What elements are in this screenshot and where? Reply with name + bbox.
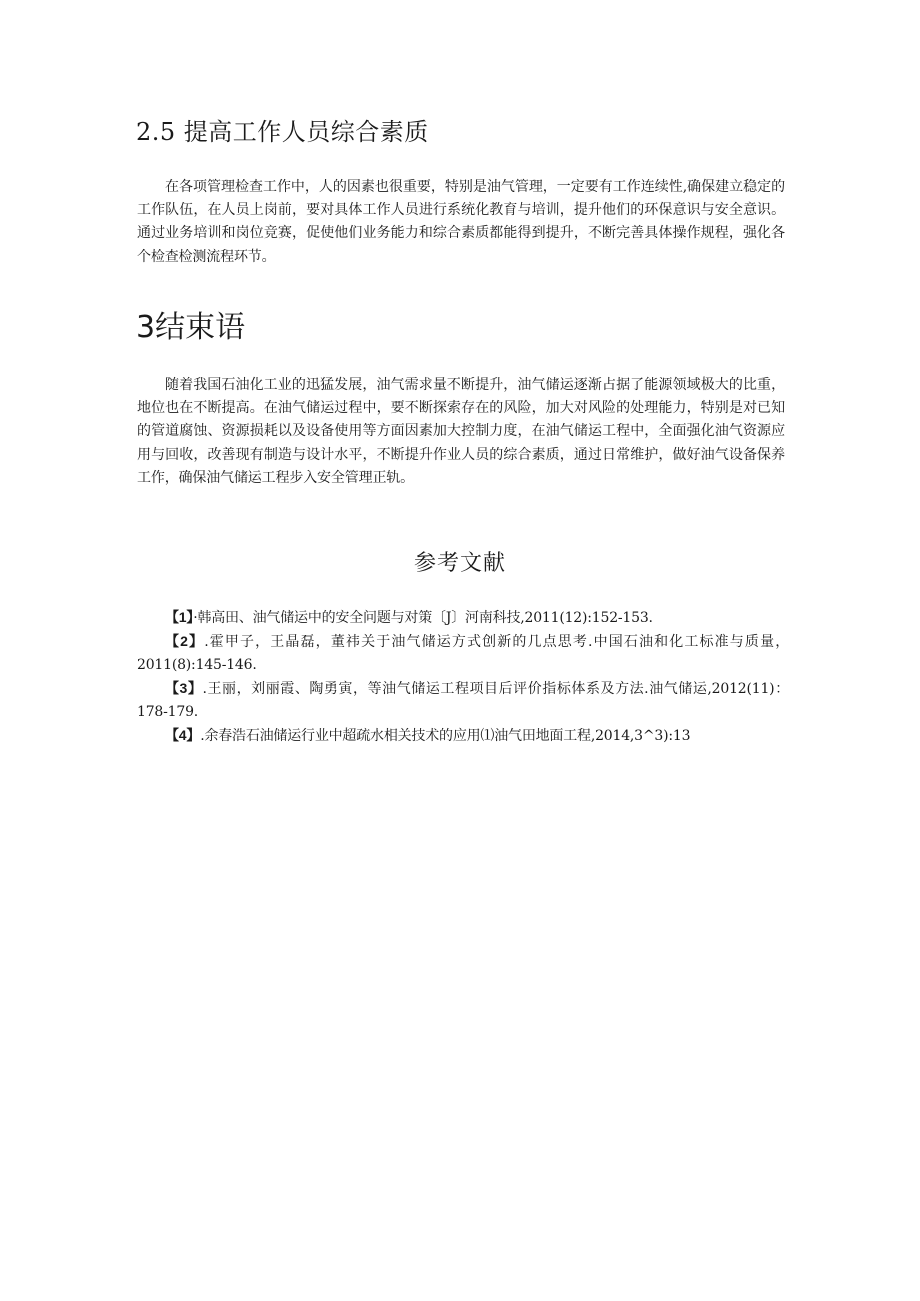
section-heading-conclusion: 3结束语 xyxy=(136,310,246,345)
conclusion-paragraph: 随着我国石油化工业的迅猛发展，油气需求量不断提升，油气储运逐渐占据了能源领域极大的比重，地位也在不断提高。在油气储运过程中，要不断探索存在的风险，加大对风险的处理能力，特别是对已知的管道腐蚀、资源损耗以及设备使用等方面因素加大控制力度，在油气储运工程中，全面强化油气资源应用与回收，改善现有制造与设计水平，不断提升作业人员的综合素质，通过日常维护，做好油气设备保养工作，确保油气储运工程步入安全管理正轨。 xyxy=(137,377,785,486)
reference-text: ·韩高田、油气储运中的安全问题与对策〔J〕河南科技,2011(12):152-153. xyxy=(193,610,653,626)
reference-text: .王丽，刘丽霞、陶勇寅，等油气储运工程项目后评价指标体系及方法.油气储运,2012(11)：178-179. xyxy=(137,681,789,720)
reference-number: 【3】 xyxy=(165,680,203,696)
reference-item xyxy=(137,724,789,748)
reference-text: .霍甲子，王晶磊，董祎关于油气储运方式创新的几点思考.中国石油和化工标准与质量，2011(8):145-146. xyxy=(137,634,789,673)
reference-text: .余春浩石油储运行业中超疏水相关技术的应用⑴油气田地面工程,2014,3^3):13 xyxy=(200,728,691,744)
reference-item xyxy=(137,630,789,677)
references-list xyxy=(137,606,789,748)
reference-number: 【1】 xyxy=(165,609,194,625)
reference-item xyxy=(137,606,789,630)
reference-number: 【4】 xyxy=(165,727,201,743)
section-heading-2-5: 2.5 提高工作人员综合素质 xyxy=(136,118,429,146)
section-2-5-paragraph: 在各项管理检查工作中，人的因素也很重要，特别是油气管理，一定要有工作连续性,确保建立稳定的工作队伍，在人员上岗前，要对具体工作人员进行系统化教育与培训，提升他们的环保意识与安全意识。通过业务培训和岗位竞赛，促使他们业务能力和综合素质都能得到提升，不断完善具体操作规程，强化各个检查检测流程环节。 xyxy=(137,179,785,265)
reference-number: 【2】 xyxy=(165,633,205,649)
reference-item xyxy=(137,677,789,724)
references-title: 参考文献 xyxy=(413,551,506,576)
